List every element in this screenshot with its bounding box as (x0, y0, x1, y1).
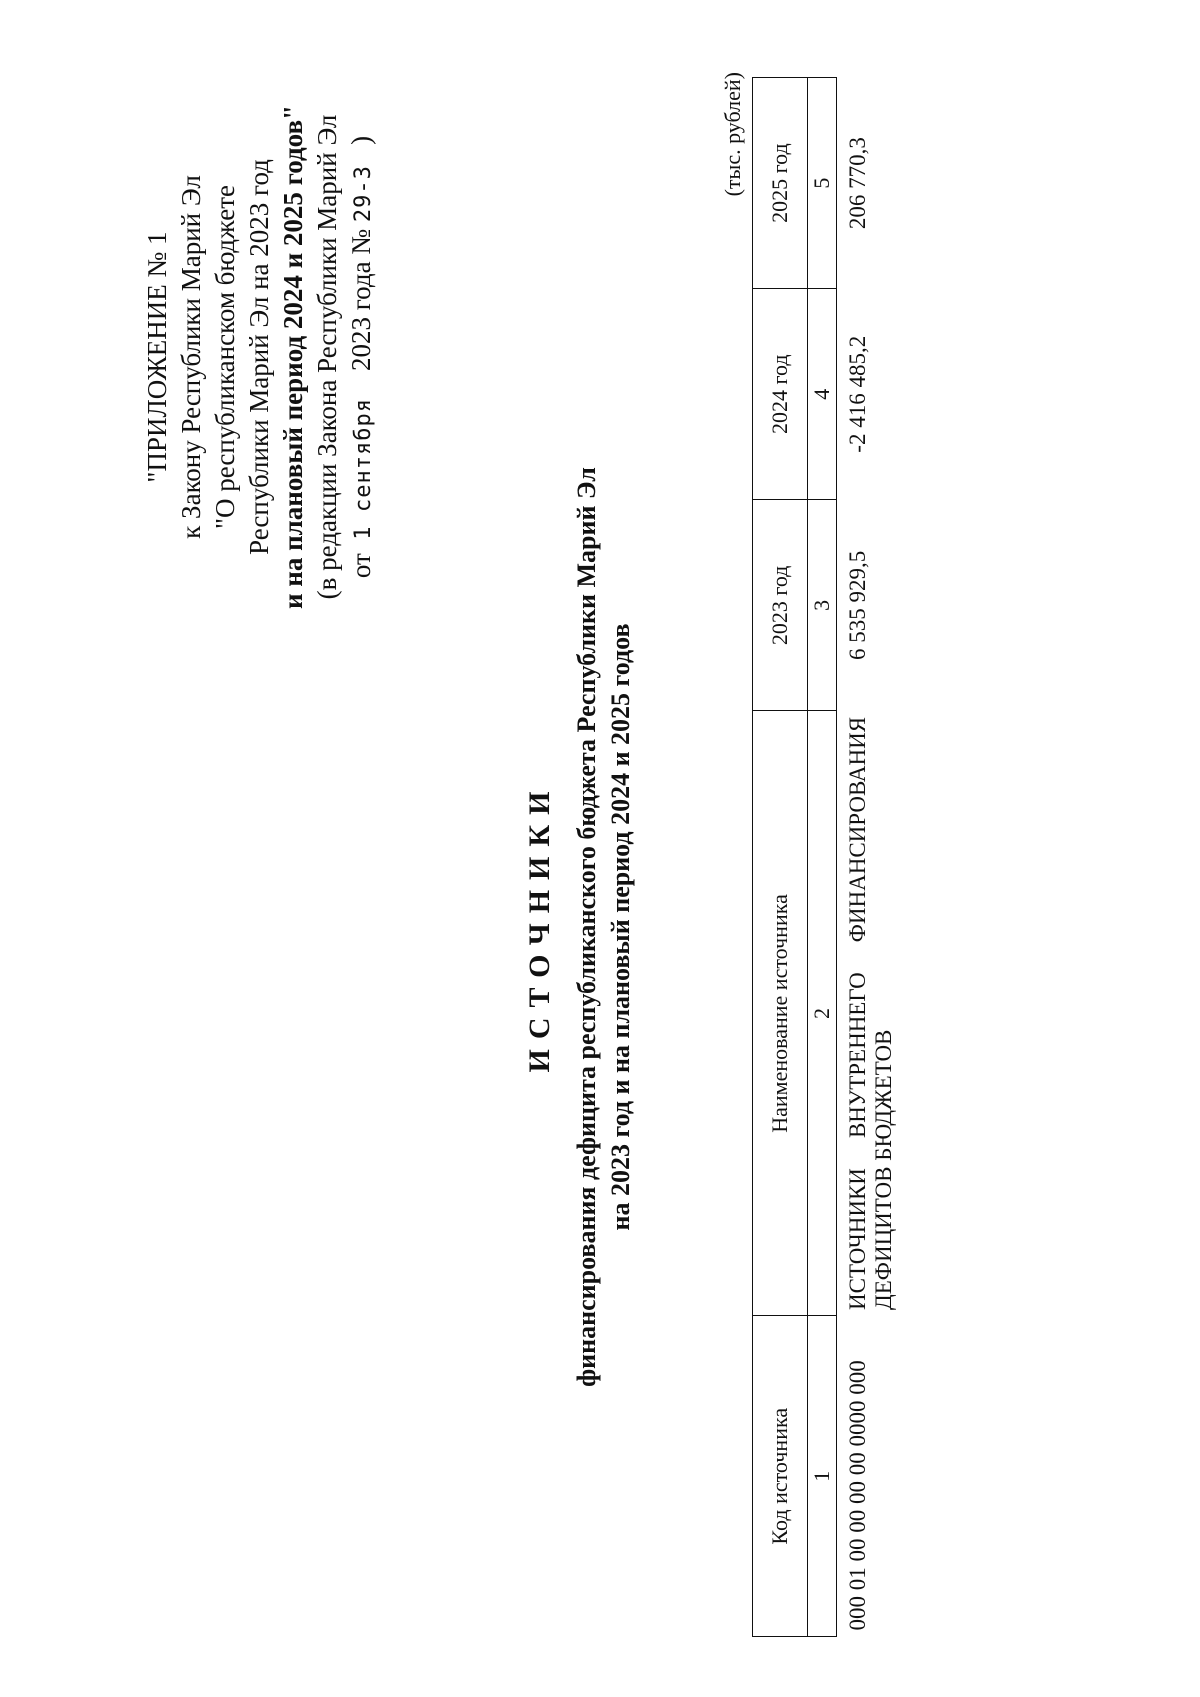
appendix-law-name-3: и на плановый период 2024 и 2025 годов" (278, 104, 308, 610)
date-prefix: от (346, 553, 376, 579)
column-number: 4 (808, 289, 837, 500)
source-name: ИСТОЧНИКИ ВНУТРЕННЕГО ФИНАНСИРОВАНИЯ ДЕФИЦИТОВ БЮДЖЕТОВ (845, 716, 896, 1310)
column-number: 2 (808, 711, 837, 1316)
document-subtitle-1: финансирования дефицита республиканского бюджета Республики Марий Эл (572, 467, 601, 1387)
source-code: 000 01 00 00 00 00 0000 000 (845, 1360, 870, 1631)
value-2024: -2 416 485,2 (845, 335, 870, 453)
column-number: 3 (808, 500, 837, 711)
document-title: ИСТОЧНИКИ (523, 781, 556, 1073)
appendix-law-name-2: Республики Марий Эл на 2023 год (244, 159, 274, 555)
header-2024: 2024 год (753, 289, 808, 500)
appendix-date-line (344, 77, 381, 637)
date-month: сентября (351, 397, 376, 512)
document-title-block (520, 297, 638, 1557)
table-header-row (753, 78, 808, 1637)
law-number: 29-З (351, 165, 376, 223)
date-suffix: ) (346, 135, 376, 145)
header-name: Наименование источника (753, 711, 808, 1316)
date-day: 1 (351, 525, 376, 540)
document-subtitle-2: на 2023 год и на плановый период 2024 и 2025 годов (606, 623, 635, 1231)
column-number: 5 (808, 78, 837, 289)
header-2025: 2025 год (753, 78, 808, 289)
column-number: 1 (808, 1316, 837, 1637)
value-2025: 206 770,3 (845, 137, 870, 230)
sources-table-wrapper (752, 77, 899, 1637)
value-2023: 6 535 929,5 (845, 550, 870, 661)
appendix-law-name-1: "О республиканском бюджете (210, 184, 240, 530)
sources-table (752, 77, 899, 1637)
date-year: 2023 года № (346, 228, 376, 371)
appendix-edition: (в редакции Закона Республики Марий Эл (312, 114, 342, 600)
header-2023: 2023 год (753, 500, 808, 711)
appendix-law-ref: к Закону Республики Марий Эл (176, 175, 206, 539)
appendix-block (140, 77, 381, 637)
column-number-row (808, 78, 837, 1637)
units-label: (тыс. рублей) (720, 72, 745, 197)
header-code: Код источника (753, 1316, 808, 1637)
appendix-title: "ПРИЛОЖЕНИЕ № 1 (142, 231, 172, 483)
table-row (837, 78, 900, 1637)
